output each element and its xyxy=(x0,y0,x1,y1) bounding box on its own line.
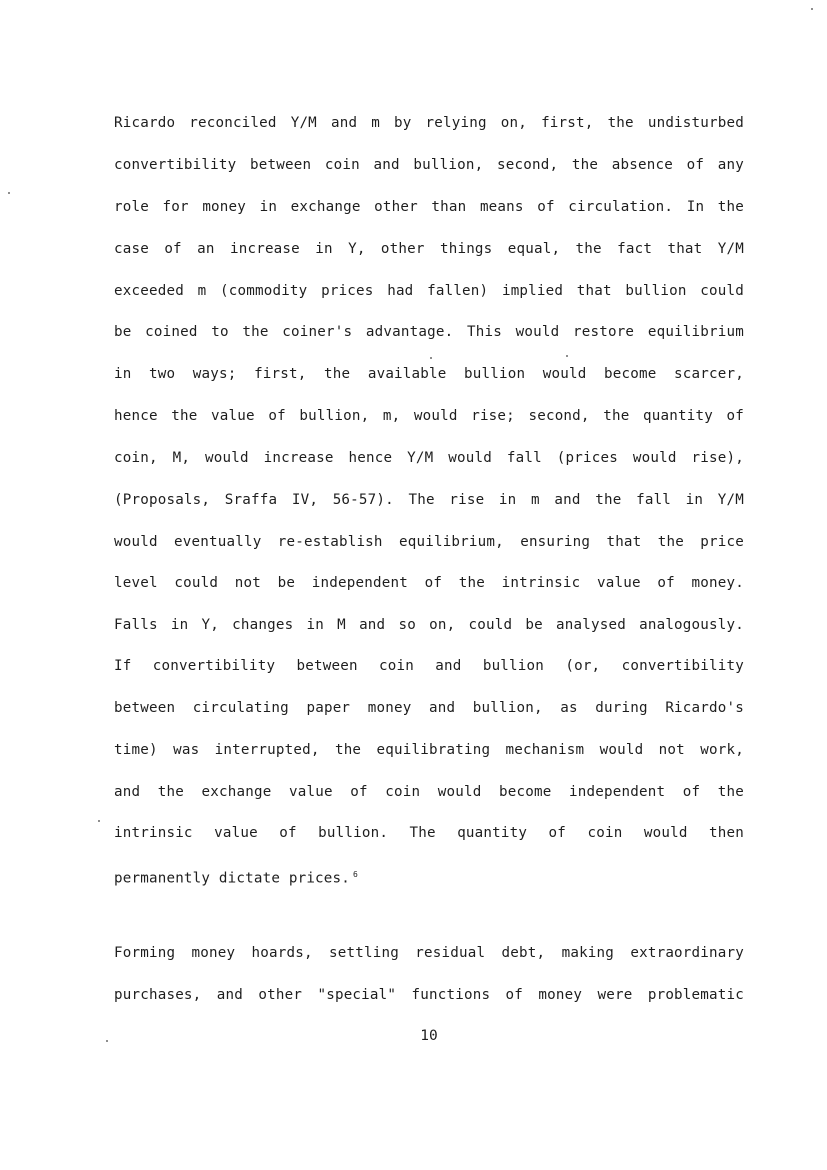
text-line: Forming money hoards, settling residual debt, making extraordinary xyxy=(114,945,744,961)
scan-speck xyxy=(566,355,568,357)
text-line: If convertibility between coin and bullion (or, convertibility xyxy=(114,658,744,674)
text-line: (Proposals, Sraffa IV, 56-57). The rise in m and the fall in Y/M xyxy=(114,492,744,508)
text-line: exceeded m (commodity prices had fallen) implied that bullion could xyxy=(114,283,744,299)
page-number: 10 xyxy=(420,1028,438,1044)
text-line: Ricardo reconciled Y/M and m by relying on, first, the undisturbed xyxy=(114,115,744,131)
text-line: case of an increase in Y, other things equal, the fact that Y/M xyxy=(114,241,744,257)
text-line: between circulating paper money and bullion, as during Ricardo's xyxy=(114,700,744,716)
text-line: intrinsic value of bullion. The quantity of coin would then xyxy=(114,825,744,841)
scan-speck xyxy=(430,357,432,359)
scan-speck xyxy=(106,1040,108,1042)
text-line: Falls in Y, changes in M and so on, could be analysed analogously. xyxy=(114,617,744,633)
text-line-last xyxy=(114,866,744,888)
text-line: purchases, and other "special" functions of money were problematic xyxy=(114,987,744,1003)
text-line-content: permanently dictate prices. xyxy=(114,870,351,887)
text-line: role for money in exchange other than means of circulation. In the xyxy=(114,199,744,215)
text-line: convertibility between coin and bullion, second, the absence of any xyxy=(114,157,744,173)
text-line: coin, M, would increase hence Y/M would fall (prices would rise), xyxy=(114,450,744,466)
scan-speck xyxy=(98,820,100,822)
scan-speck xyxy=(811,8,813,10)
text-line: be coined to the coiner's advantage. This would restore equilibrium xyxy=(114,324,744,340)
footnote-marker: 6 xyxy=(353,870,359,879)
text-line: and the exchange value of coin would become independent of the xyxy=(114,784,744,800)
text-line: would eventually re-establish equilibrium, ensuring that the price xyxy=(114,534,744,550)
text-line: level could not be independent of the intrinsic value of money. xyxy=(114,575,744,591)
text-line: hence the value of bullion, m, would rise; second, the quantity of xyxy=(114,408,744,424)
text-line: time) was interrupted, the equilibrating mechanism would not work, xyxy=(114,742,744,758)
text-line: in two ways; first, the available bullion would become scarcer, xyxy=(114,366,744,382)
scan-speck xyxy=(8,192,10,194)
